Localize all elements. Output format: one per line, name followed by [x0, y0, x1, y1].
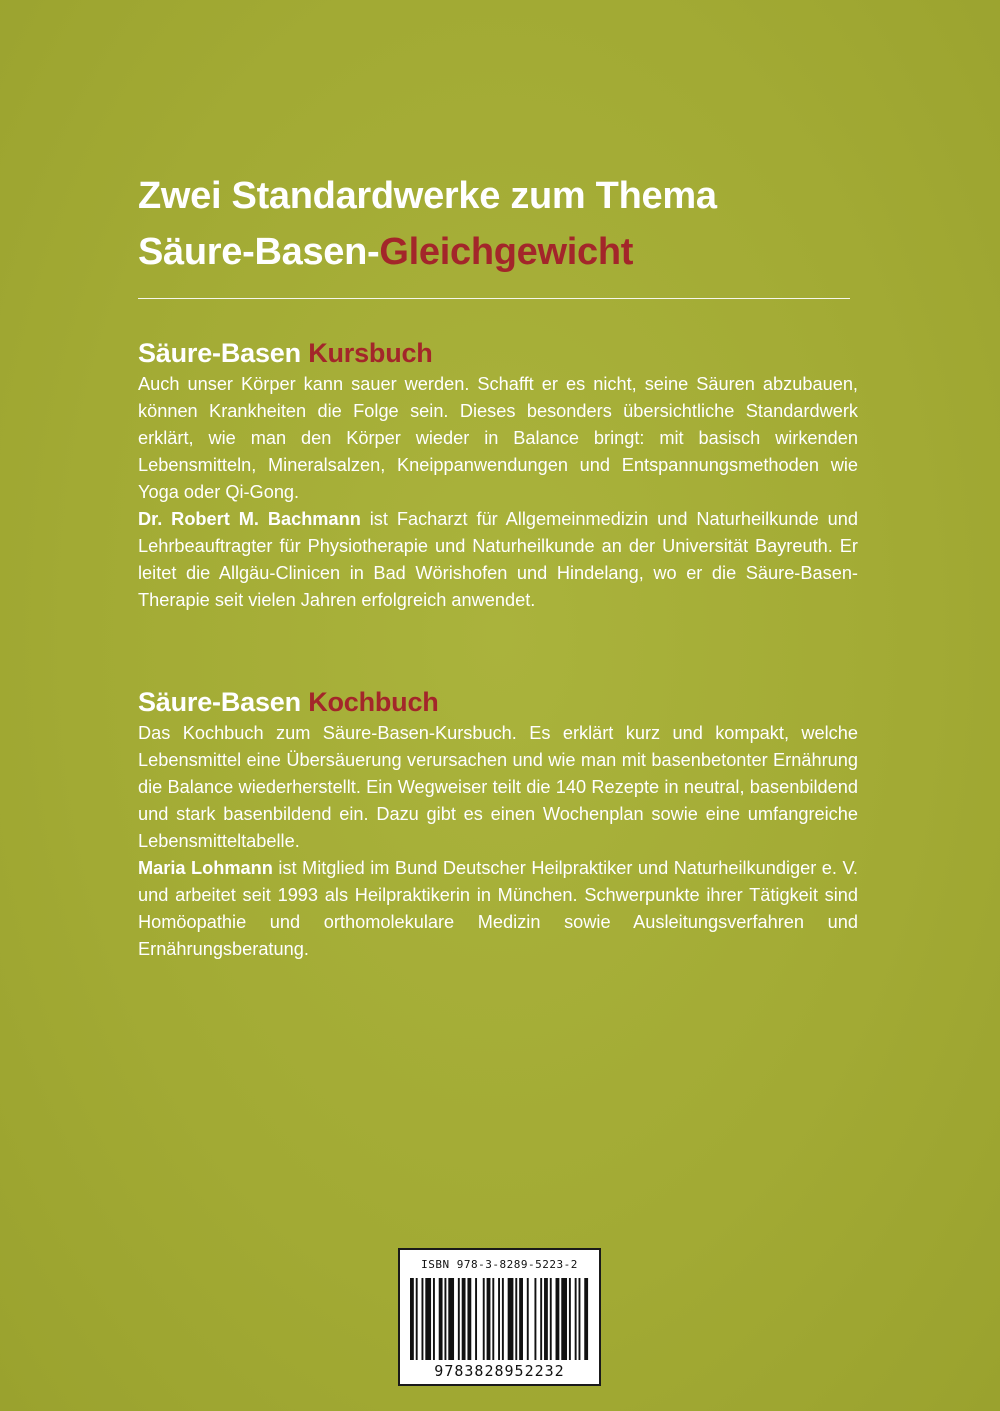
author-bio-text: ist Mitglied im Bund Deutscher Heilpraktiker und Naturheilkundiger e. V. und arbeitet seit 1993 als Heilpraktikerin in München. Schwerpunkte ihrer Tätigkeit sind Homöopathie und orthomolekulare Medizin sowie Ausleitungsverfahren und Ernährungsberatung.	[138, 858, 858, 959]
isbn-barcode	[398, 1248, 601, 1386]
barcode-bar	[492, 1278, 494, 1360]
section-title	[138, 684, 858, 720]
section-description: Auch unser Körper kann sauer werden. Schafft er es nicht, seine Säuren abzubauen, können Krankheiten die Folge sein. Dieses besonders übersichtliche Standardwerk erklärt, wie man den Körper wieder in Balance bringt: mit basisch wirkenden Lebensmitteln, Mineralsalzen, Kneippanwendungen und Entspannungsmethoden wie Yoga oder Qi-Gong.	[138, 374, 858, 502]
section-title-accent: Kochbuch	[308, 687, 439, 717]
barcode-bar	[527, 1278, 529, 1360]
barcode-bar	[575, 1278, 577, 1360]
barcode-bar	[502, 1278, 504, 1360]
barcode-bar	[433, 1278, 435, 1360]
divider-rule	[138, 298, 850, 299]
barcode-bar	[425, 1278, 431, 1360]
barcode-bar	[534, 1278, 536, 1360]
section-kochbuch	[138, 684, 858, 963]
barcode-bar	[462, 1278, 466, 1360]
barcode-bar	[550, 1278, 552, 1360]
headline-line-1: Zwei Standardwerke zum Thema	[138, 175, 717, 217]
barcode-bar	[467, 1278, 471, 1360]
barcode-bar	[458, 1278, 460, 1360]
barcode-bar	[508, 1278, 514, 1360]
section-description: Das Kochbuch zum Säure-Basen-Kursbuch. Es erklärt kurz und kompakt, welche Lebensmittel eine Übersäuerung verursachen und wie man mit basenbetonter Ernährung die Balance wiederherstellt. Ein Wegweiser teilt die 140 Rezepte in neutral, basenbildend und stark basenbildend ein. Dazu gibt es einen Wochenplan sowie eine umfangreiche Lebensmitteltabelle.	[138, 723, 858, 851]
ean-digits: 9783828952232	[434, 1362, 565, 1380]
barcode-bar	[475, 1278, 477, 1360]
barcode-bar	[561, 1278, 567, 1360]
section-title-accent: Kursbuch	[308, 338, 433, 368]
section-kursbuch	[138, 335, 858, 614]
barcode-bar	[579, 1278, 581, 1360]
barcode-bar	[444, 1278, 446, 1360]
author-name: Dr. Robert M. Bachmann	[138, 509, 361, 529]
headline-line-2-prefix: Säure-Basen-	[138, 231, 380, 273]
author-bio	[138, 855, 858, 963]
section-title-prefix: Säure-Basen	[138, 338, 309, 368]
barcode-bar	[439, 1278, 443, 1360]
section-title	[138, 335, 858, 371]
headline-line-2-accent: Gleichgewicht	[379, 231, 634, 273]
barcode-bar	[421, 1278, 423, 1360]
barcode-bar	[544, 1278, 548, 1360]
barcode-bar	[569, 1278, 571, 1360]
barcode-bars	[410, 1278, 590, 1360]
barcode-bar	[515, 1278, 517, 1360]
barcode-bar	[487, 1278, 491, 1360]
headline	[138, 168, 898, 280]
author-bio-text: ist Facharzt für Allgemeinmedizin und Naturheilkunde und Lehrbeauftragter für Physiotherapie und Naturheilkunde an der Universität Bayreuth. Er leitet die Allgäu-Clinicen in Bad Wörishofen und Hindelang, wo er die Säure-Basen-Therapie seit vielen Jahren erfolgreich anwendet.	[138, 509, 858, 610]
barcode-bar	[540, 1278, 542, 1360]
barcode-bar	[483, 1278, 485, 1360]
isbn-label: ISBN 978-3-8289-5223-2	[421, 1258, 578, 1271]
barcode-bar	[498, 1278, 500, 1360]
barcode-bar	[556, 1278, 560, 1360]
barcode-bar	[584, 1278, 588, 1360]
barcode-bar	[410, 1278, 414, 1360]
author-name: Maria Lohmann	[138, 858, 273, 878]
barcode-bar	[448, 1278, 454, 1360]
headline-line-2	[138, 224, 898, 280]
section-title-prefix: Säure-Basen	[138, 687, 309, 717]
barcode-bar	[416, 1278, 418, 1360]
author-bio	[138, 506, 858, 614]
barcode-bar	[519, 1278, 523, 1360]
